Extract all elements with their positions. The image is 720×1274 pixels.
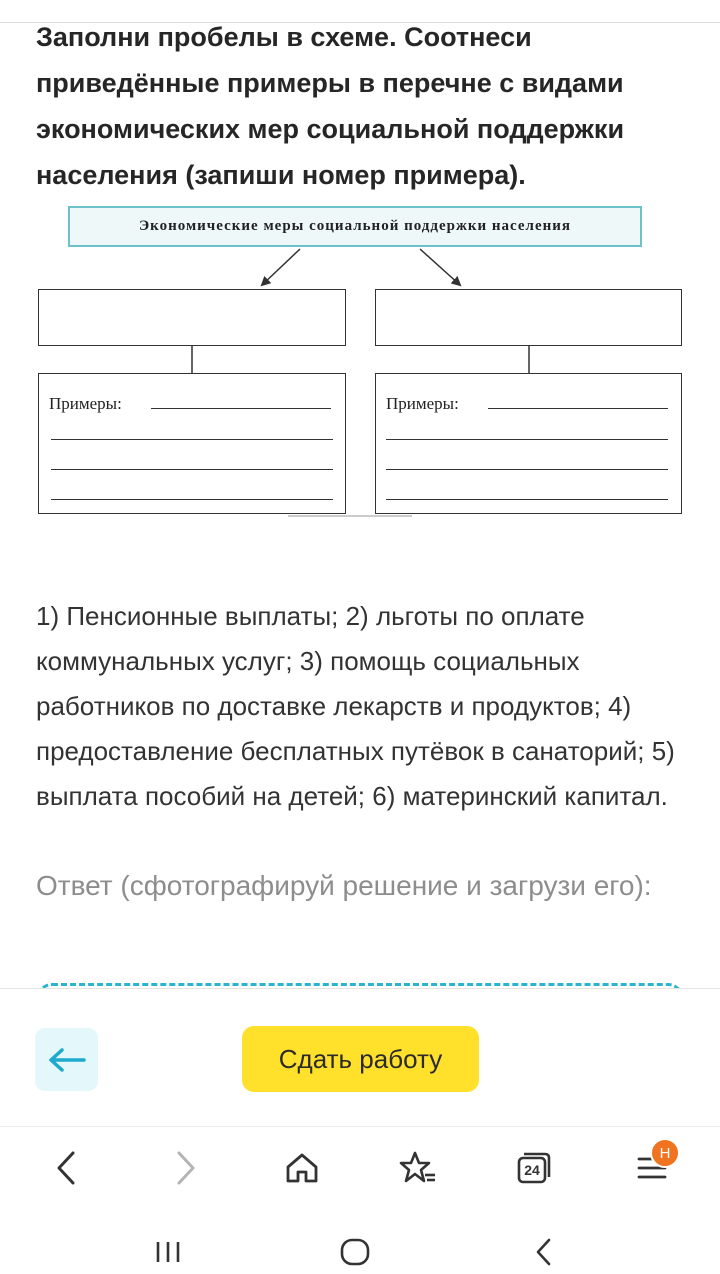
answer-line <box>386 469 668 470</box>
answer-line <box>386 439 668 440</box>
recent-apps-icon <box>153 1239 183 1265</box>
browser-forward-button[interactable] <box>164 1146 208 1190</box>
answer-line <box>51 469 333 470</box>
examples-list: 1) Пенсионные выплаты; 2) льготы по оплате коммунальных услуг; 3) помощь социальных работников по доставке лекарств и продуктов; 4) предоставление бесплатных путёвок в санаторий; 5) выплата пособий на детей; 6) материнский капитал. <box>36 601 675 811</box>
browser-bookmarks-button[interactable] <box>396 1146 440 1190</box>
back-chevron-icon <box>534 1237 554 1267</box>
right-examples-label: Примеры: <box>386 394 459 413</box>
answer-line <box>51 439 333 440</box>
star-list-icon <box>398 1150 438 1186</box>
right-arrow <box>420 249 460 285</box>
home-icon <box>285 1152 319 1184</box>
chevron-right-icon <box>176 1151 196 1185</box>
system-back-button[interactable] <box>522 1230 566 1274</box>
answer-line <box>386 499 668 500</box>
left-examples-box <box>38 373 346 514</box>
browser-toolbar <box>0 1126 720 1209</box>
browser-home-button[interactable] <box>280 1146 324 1190</box>
answer-line <box>51 499 333 500</box>
answer-line <box>151 408 331 409</box>
right-measure-box <box>375 289 682 346</box>
scheme-header: Экономические меры социальной поддержки населения <box>68 206 642 247</box>
recent-apps-button[interactable] <box>146 1230 190 1274</box>
tabs-count: 24 <box>524 1161 540 1178</box>
home-circle-icon <box>339 1237 371 1267</box>
browser-tabs-button[interactable] <box>512 1146 556 1190</box>
browser-back-button[interactable] <box>44 1146 88 1190</box>
submit-work-button[interactable]: Сдать работу <box>242 1026 479 1092</box>
chevron-left-icon <box>56 1151 76 1185</box>
task-title: Заполни пробелы в схеме. Соотнеси приведённые примеры в перечне с видами экономических мер социальной поддержки населения (запиши номер примера). <box>36 22 625 190</box>
answer-prompt: Ответ (сфотографируй решение и загрузи его): <box>36 870 652 901</box>
right-examples-box <box>375 373 682 514</box>
left-arrow <box>262 249 300 285</box>
back-button[interactable] <box>35 1028 98 1091</box>
left-measure-box <box>38 289 346 346</box>
left-examples-label: Примеры: <box>49 394 122 413</box>
arrow-left-icon <box>48 1048 86 1072</box>
profile-badge[interactable]: H <box>650 1138 680 1168</box>
home-system-button[interactable] <box>333 1230 377 1274</box>
answer-line <box>488 408 668 409</box>
